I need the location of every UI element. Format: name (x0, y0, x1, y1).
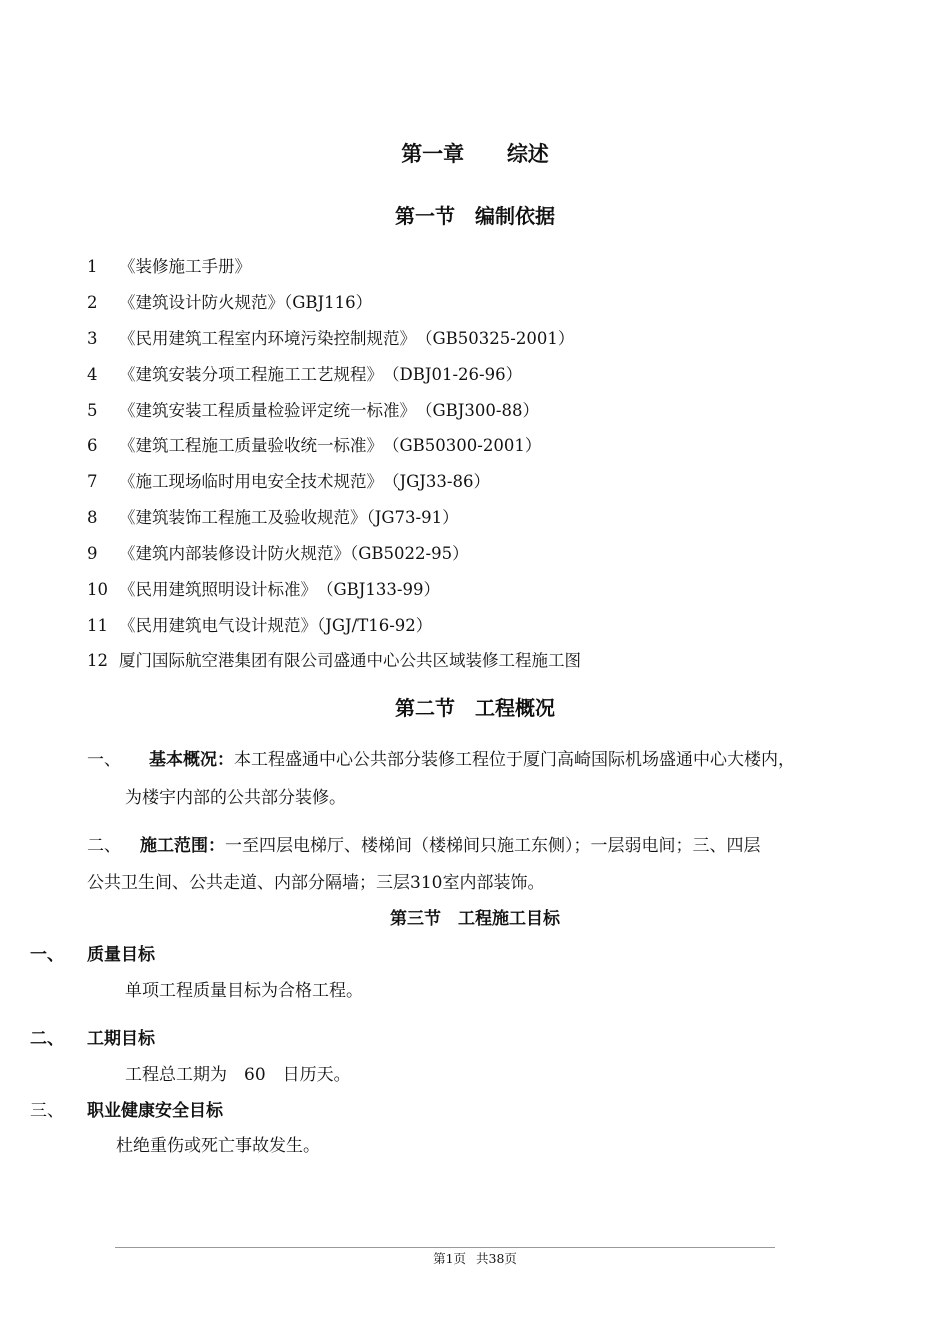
chapter-number: 第一章 (401, 142, 465, 166)
goal-title-safety: 职业健康安全目标 (87, 1101, 223, 1121)
section1-title: 第一节 编制依据 (395, 204, 555, 228)
list-item: 7 《施工现场临时用电安全技术规范》 （JGJ33-86） (87, 472, 490, 491)
list-item: 9 《建筑内部装修设计防火规范》（GB5022-95） (87, 544, 469, 563)
section3-title: 第三节 工程施工目标 (390, 909, 560, 929)
goal-number: 一、 (30, 945, 64, 965)
scope-text-line1: 一至四层电梯厅、楼梯间（楼梯间只施工东侧）；一层弱电间；三、四层 (225, 836, 761, 856)
list-item: 1 《装修施工手册》 (87, 257, 251, 276)
overview-paragraph (87, 745, 795, 770)
chapter-name: 综述 (506, 142, 549, 166)
footer-divider (115, 1247, 775, 1248)
list-item: 8 《建筑装饰工程施工及验收规范》（JG73-91） (87, 508, 459, 527)
goal-text-quality: 单项工程质量目标为合格工程。 (125, 981, 363, 1001)
list-item: 4 《建筑安装分项工程施工工艺规程》 （DBJ01-26-96） (87, 365, 523, 384)
overview-text-line1: 本工程盛通中心公共部分装修工程位于厦门高崎国际机场盛通中心大楼内， (234, 750, 795, 770)
overview-number: 一、 (87, 750, 121, 770)
page-footer (0, 1249, 950, 1267)
list-item: 2 《建筑设计防火规范》（GBJ116） (87, 293, 373, 312)
list-item: 5 《建筑安装工程质量检验评定统一标准》 （GBJ300-88） (87, 401, 539, 420)
goal-number: 二、 (30, 1029, 64, 1049)
goal-text-schedule: 工程总工期为 60 日历天。 (125, 1065, 351, 1085)
scope-text-line2: 公共卫生间、公共走道、内部分隔墙；三层310室内部装饰。 (87, 873, 545, 893)
page-total: 共38页 (476, 1251, 517, 1266)
scope-paragraph (87, 831, 761, 856)
goal-title-schedule: 工期目标 (87, 1029, 155, 1049)
goal-number: 三、 (30, 1101, 64, 1121)
list-item: 6 《建筑工程施工质量验收统一标准》 （GB50300-2001） (87, 436, 542, 455)
overview-label: 基本概况： (149, 750, 234, 770)
overview-text-line2: 为楼宇内部的公共部分装修。 (125, 788, 346, 808)
list-item: 11 《民用建筑电气设计规范》（JGJ/T16-92） (87, 616, 433, 635)
scope-label: 施工范围： (140, 836, 225, 856)
page-number: 第1页 (433, 1251, 467, 1266)
list-item: 10 《民用建筑照明设计标准》 （GBJ133-99） (87, 580, 440, 599)
chapter-title (0, 138, 950, 168)
list-item: 12 厦门国际航空港集团有限公司盛通中心公共区域装修工程施工图 (87, 651, 581, 670)
goal-title-quality: 质量目标 (87, 945, 155, 965)
section2-title: 第二节 工程概况 (395, 696, 555, 720)
list-item: 3 《民用建筑工程室内环境污染控制规范》 （GB50325-2001） (87, 329, 575, 348)
goal-text-safety: 杜绝重伤或死亡事故发生。 (116, 1136, 320, 1156)
scope-number: 二、 (87, 836, 121, 856)
